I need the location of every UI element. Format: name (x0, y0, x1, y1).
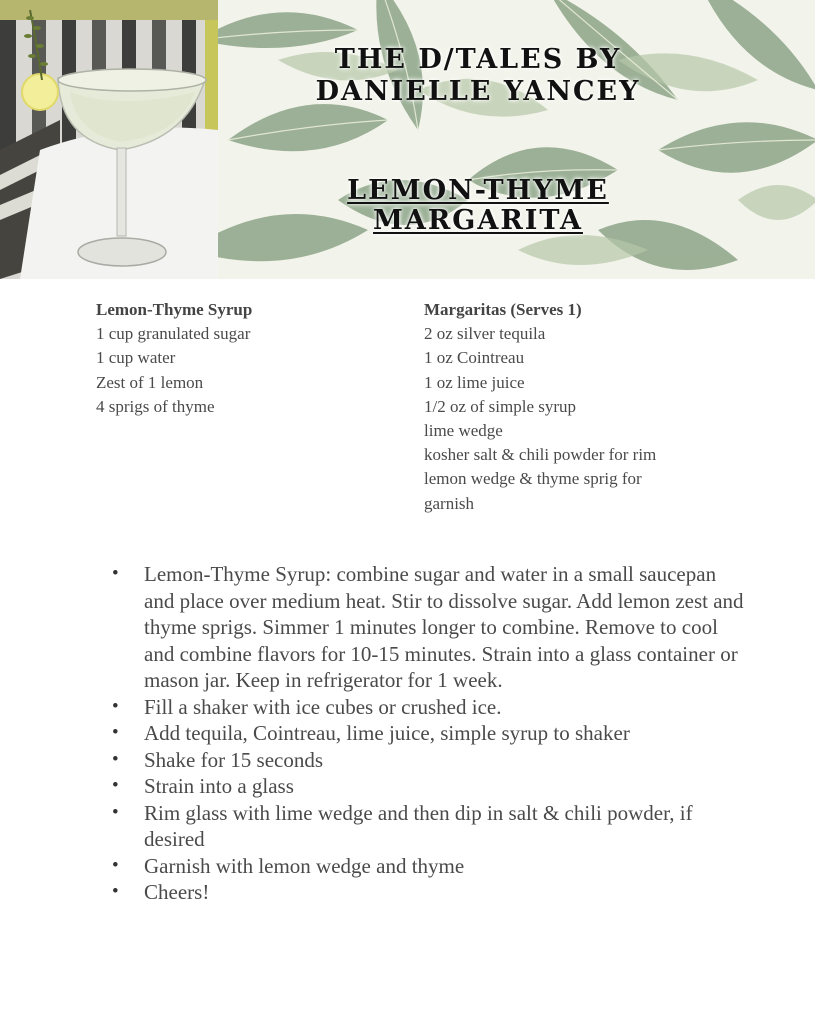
ingredient-item: 4 sprigs of thyme (96, 396, 215, 416)
margarita-ingredients (424, 298, 724, 516)
direction-step: • Garnish with lemon wedge and thyme (144, 853, 744, 880)
ingredient-item: kosher salt & chili powder for rim (424, 445, 657, 465)
direction-step: • Add tequila, Cointreau, lime juice, simple syrup to shaker (144, 720, 744, 747)
margarita-heading: Margaritas (Serves 1) (424, 300, 582, 319)
margarita-photo-image (0, 0, 218, 279)
ingredient-item: lime wedge (424, 421, 503, 441)
direction-step: • Shake for 15 seconds (144, 747, 744, 774)
header-banner (0, 0, 815, 279)
ingredient-item: 1/2 oz of simple syrup (424, 396, 577, 416)
ingredient-item: lemon wedge & thyme sprig for garnish (424, 469, 642, 513)
margarita-ingredient-list (424, 322, 724, 516)
direction-step: • Fill a shaker with ice cubes or crushed ice. (144, 694, 744, 721)
recipe-title-line2 (218, 206, 738, 236)
ingredient-item: 1 oz Cointreau (424, 348, 525, 368)
syrup-ingredients (96, 298, 396, 419)
recipe-title-line1-text: LEMON-THYME (347, 175, 609, 206)
directions-list (108, 561, 744, 906)
header-title-block (218, 0, 738, 279)
ingredient-item: 1 cup granulated sugar (96, 324, 251, 344)
ingredient-item: 1 oz lime juice (424, 372, 525, 392)
brand-title-line2: DANIELLE YANCEY (315, 76, 641, 107)
syrup-ingredient-list (96, 322, 396, 419)
direction-step: • Strain into a glass (144, 773, 744, 800)
direction-step: • Cheers! (144, 879, 744, 906)
brand-title-line1: THE D/TALES BY (334, 44, 622, 75)
recipe-title-line2-text: MARGARITA (373, 205, 583, 236)
margarita-photo (0, 0, 218, 279)
direction-step: • Lemon-Thyme Syrup: combine sugar and water in a small saucepan and place over medium heat. Stir to dissolve sugar. Add lemon zest and thyme sprigs. Simmer 1 minutes longer to combine. Remove to cool and combine flavors for 10-15 minutes. Strain into a glass container or mason jar. Keep in refrigerator for 1 week. (144, 561, 744, 694)
ingredient-item: 2 oz silver tequila (424, 324, 546, 344)
ingredient-item: Zest of 1 lemon (96, 372, 204, 392)
recipe-title-line1 (218, 176, 738, 206)
ingredient-item: 1 cup water (96, 348, 176, 368)
direction-step: • Rim glass with lime wedge and then dip in salt & chili powder, if desired (144, 800, 744, 853)
syrup-heading: Lemon-Thyme Syrup (96, 300, 253, 319)
